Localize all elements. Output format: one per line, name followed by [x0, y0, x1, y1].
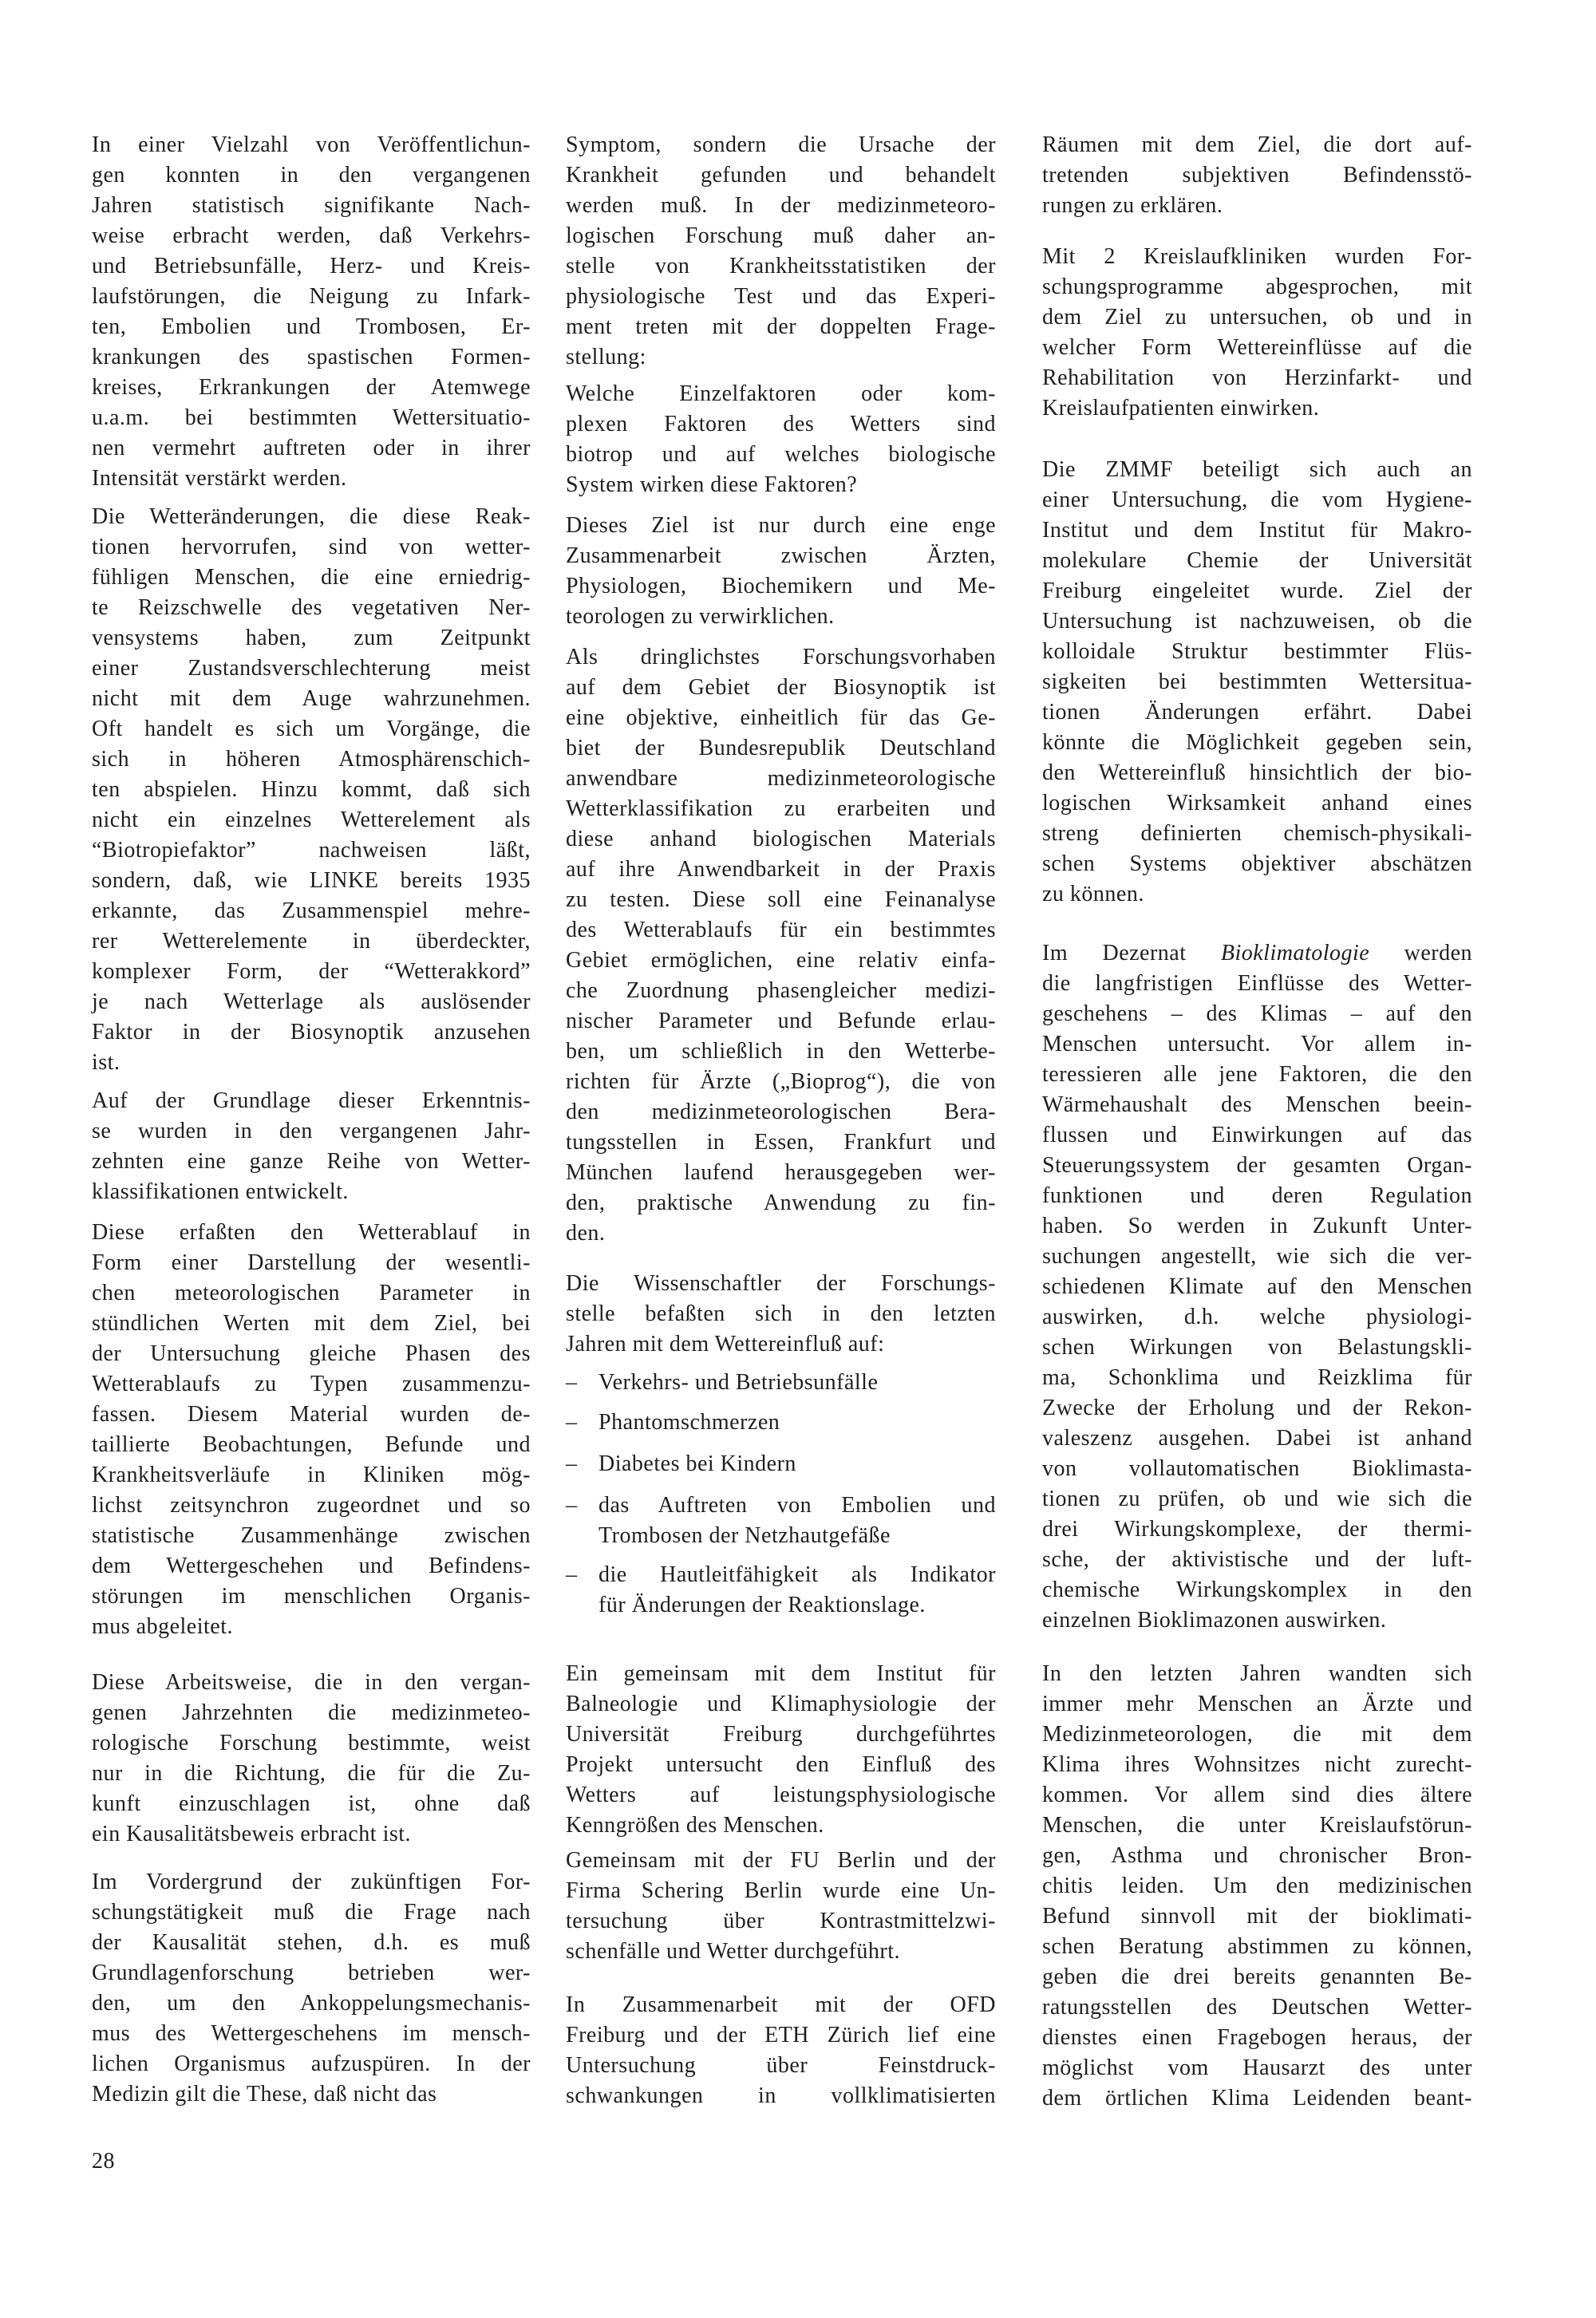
text-line: schen Beratung abstimmen zu können,: [1042, 1934, 1472, 1959]
text-line: Klima ihres Wohnsitzes nicht zurecht-: [1042, 1752, 1472, 1777]
text-line: auswirken, d.h. welche physiologi-: [1042, 1305, 1472, 1329]
text-line: Die Wissenschaftler der Forschungs-: [566, 1271, 996, 1296]
text-line: rungen zu erklären.: [1042, 193, 1223, 218]
text-line: kolloidale Struktur bestimmter Flüs-: [1042, 639, 1472, 664]
text-line: Dieses Ziel ist nur durch eine enge: [566, 513, 996, 538]
paragraph: [566, 1269, 996, 1360]
text-line: erkannte, das Zusammenspiel mehre-: [92, 898, 531, 923]
text-line: ist.: [92, 1050, 120, 1075]
text-line: schungsprogramme abgesprochen, mit: [1042, 274, 1472, 299]
paragraph: [92, 502, 531, 1078]
text-line: “Biotropiefaktor” nachweisen läßt,: [92, 838, 531, 863]
text-line: lichst zeitsynchron zugeordnet und so: [92, 1493, 531, 1518]
text-line: suchungen angestellt, wie sich die ver-: [1042, 1244, 1472, 1269]
text-line: welcher Form Wettereinflüsse auf die: [1042, 335, 1472, 360]
text-line: Firma Schering Berlin wurde eine Un-: [566, 1878, 996, 1903]
paragraph: [1042, 938, 1472, 1636]
text-line: zehnten eine ganze Reihe von Wetter-: [92, 1149, 531, 1174]
text-line: Projekt untersucht den Einfluß des: [566, 1752, 996, 1777]
text-segment: Im Dezernat: [1042, 941, 1221, 966]
text-line: In den letzten Jahren wandten sich: [1042, 1661, 1472, 1686]
text-line: molekulare Chemie der Universität: [1042, 548, 1472, 573]
list-dash-icon: –: [566, 1410, 578, 1435]
text-line: In einer Vielzahl von Veröffentlichun-: [92, 132, 531, 157]
text-line: geschehens – des Klimas – auf den: [1042, 1001, 1472, 1026]
paragraph: [92, 1086, 531, 1207]
list-item-text: [598, 1491, 996, 1551]
text-line: dienstes einen Fragebogen heraus, der: [1042, 2025, 1472, 2050]
text-line: sche, der aktivistische und der luft-: [1042, 1547, 1472, 1572]
text-line: auf dem Gebiet der Biosynoptik ist: [566, 675, 996, 700]
text-line: ben, um schließlich in den Wetterbe-: [566, 1039, 996, 1064]
text-line: rologische Forschung bestimmte, weist: [92, 1731, 531, 1755]
text-line: System wirken diese Faktoren?: [566, 472, 858, 497]
text-line: der Kausalität stehen, d.h. es muß: [92, 1930, 531, 1955]
text-line: dem örtlichen Klima Leidenden beant-: [1042, 2086, 1472, 2111]
text-line: Rehabilitation von Herzinfarkt- und: [1042, 365, 1472, 390]
text-line: nicht mit dem Auge wahrzunehmen.: [92, 686, 531, 711]
text-line: möglichst vom Hausarzt des unter: [1042, 2055, 1472, 2080]
text-line: dem Wettergeschehen und Befindens-: [92, 1554, 531, 1578]
text-line: stelle von Krankheitsstatistiken der: [566, 254, 996, 278]
paragraph: [1042, 1659, 1472, 2114]
text-line: drei Wirkungskomplexe, der thermi-: [1042, 1517, 1472, 1542]
text-line: streng definierten chemisch-physikali-: [1042, 821, 1472, 846]
text-line: physiologische Test und das Experi-: [566, 284, 996, 309]
text-line: tionen Änderungen erfährt. Dabei: [1042, 700, 1472, 725]
text-line: schungstätigkeit muß die Frage nach: [92, 1900, 531, 1925]
text-line: biotrop und auf welches biologische: [566, 442, 996, 467]
text-line: fühligen Menschen, die eine erniedrig-: [92, 565, 531, 590]
text-line: Räumen mit dem Ziel, die dort auf-: [1042, 132, 1472, 157]
text-line: Mit 2 Kreislaufkliniken wurden For-: [1042, 244, 1472, 269]
text-line: des Wetterablaufs für ein bestimmtes: [566, 918, 996, 942]
text-line: schiedenen Klimate auf den Menschen: [1042, 1274, 1472, 1299]
text-line: sondern, daß, wie LINKE bereits 1935: [92, 868, 531, 893]
text-line: haben. So werden in Zukunft Unter-: [1042, 1214, 1472, 1238]
text-line: Diabetes bei Kindern: [598, 1451, 796, 1476]
text-line: Auf der Grundlage dieser Erkenntnis-: [92, 1088, 531, 1113]
text-line: Medizin gilt die These, daß nicht das: [92, 2082, 437, 2107]
text-line: tretenden subjektiven Befindensstö-: [1042, 163, 1472, 188]
text-line: mus abgeleitet.: [92, 1614, 234, 1639]
text-line: Menschen untersucht. Vor allem in-: [1042, 1032, 1472, 1056]
text-line: In Zusammenarbeit mit der OFD: [566, 1992, 996, 2017]
text-line: schen Systems objektiver abschätzen: [1042, 851, 1472, 876]
text-line: kommen. Vor allem sind dies ältere: [1042, 1783, 1472, 1807]
text-line: diese anhand biologischen Materials: [566, 827, 996, 851]
text-line: Freiburg eingeleitet wurde. Ziel der: [1042, 579, 1472, 603]
text-line: Steuerungssystem der gesamten Organ-: [1042, 1153, 1472, 1178]
text-line: Untersuchung ist nachzuweisen, ob die: [1042, 609, 1472, 634]
paragraph: [566, 1659, 996, 1841]
paragraph: [566, 511, 996, 632]
text-line: Faktor in der Biosynoptik anzusehen: [92, 1020, 531, 1044]
text-line: nischer Parameter und Befunde erlau-: [566, 1009, 996, 1033]
text-line: Trombosen der Netzhautgefäße: [598, 1523, 891, 1548]
text-line: funktionen und deren Regulation: [1042, 1183, 1472, 1208]
text-line: Als dringlichstes Forschungsvorhaben: [566, 645, 996, 669]
text-line: laufstörungen, die Neigung zu Infark-: [92, 284, 531, 309]
text-line: Wetterklassifikation zu erarbeiten und: [566, 796, 996, 821]
text-line: schwankungen in vollklimatisierten: [566, 2083, 996, 2108]
text-line: Welche Einzelfaktoren oder kom-: [566, 381, 996, 406]
text-line: Physiologen, Biochemikern und Me-: [566, 574, 996, 598]
text-line: zu können.: [1042, 882, 1144, 906]
paragraph: [92, 1218, 531, 1642]
text-line: Gemeinsam mit der FU Berlin und der: [566, 1848, 996, 1873]
text-line: könnte die Möglichkeit gegeben sein,: [1042, 730, 1472, 755]
paragraph: [566, 379, 996, 500]
text-line: u.a.m. bei bestimmten Wettersituatio-: [92, 405, 531, 430]
paragraph: [1042, 130, 1472, 221]
text-line: mus des Wettergeschehens im mensch-: [92, 2021, 531, 2046]
text-line: Menschen, die unter Kreislaufstörun-: [1042, 1813, 1472, 1838]
paragraph: [92, 130, 531, 494]
text-line: gen, Asthma und chronischer Bron-: [1042, 1843, 1472, 1868]
text-line: einer Zustandsverschlechterung meist: [92, 656, 531, 681]
text-line: Oft handelt es sich um Vorgänge, die: [92, 717, 531, 741]
text-line: Kreislaufpatienten einwirken.: [1042, 396, 1320, 421]
paragraph: [92, 1668, 531, 1850]
text-line: taillierte Beobachtungen, Befunde und: [92, 1432, 531, 1457]
text-line: logischen Wirksamkeit anhand eines: [1042, 791, 1472, 815]
text-line: der Untersuchung gleiche Phasen des: [92, 1341, 531, 1366]
text-line: für Änderungen der Reaktionslage.: [598, 1593, 926, 1617]
text-line: Wetters auf leistungsphysiologische: [566, 1783, 996, 1807]
list-dash-icon: –: [566, 1370, 578, 1395]
text-line: die Hautleitfähigkeit als Indikator: [598, 1562, 996, 1587]
text-line: ten, Embolien und Trombosen, Er-: [92, 314, 531, 339]
text-line: Diese erfaßten den Wetterablauf in: [92, 1220, 531, 1245]
paragraph: [566, 130, 996, 373]
text-line: Diese Arbeitsweise, die in den vergan-: [92, 1670, 531, 1695]
text-line: Untersuchung über Feinstdruck-: [566, 2053, 996, 2078]
text-line: das Auftreten von Embolien und: [598, 1493, 996, 1518]
text-line: ein Kausalitätsbeweis erbracht ist.: [92, 1822, 412, 1846]
text-line: nur in die Richtung, die für die Zu-: [92, 1761, 531, 1786]
text-line: teorologen zu verwirklichen.: [566, 604, 835, 629]
text-line: vensystems haben, zum Zeitpunkt: [92, 626, 531, 650]
text-line: Symptom, sondern die Ursache der: [566, 132, 996, 157]
text-line: Institut und dem Institut für Makro-: [1042, 518, 1472, 543]
text-line: logischen Forschung muß daher an-: [566, 223, 996, 248]
text-line: se wurden in den vergangenen Jahr-: [92, 1119, 531, 1143]
paragraph: [566, 1846, 996, 1967]
list-dash-icon: –: [566, 1562, 578, 1587]
text-line: schen Wirkungen von Belastungskli-: [1042, 1335, 1472, 1360]
text-line: Verkehrs- und Betriebsunfälle: [598, 1370, 879, 1395]
text-line: tionen zu prüfen, ob und wie sich die: [1042, 1487, 1472, 1511]
text-line: Die Wetteränderungen, die diese Reak-: [92, 504, 531, 529]
text-line: sich in höheren Atmosphärenschich-: [92, 747, 531, 772]
text-line: Form einer Darstellung der wesentli-: [92, 1250, 531, 1275]
text-line: Grundlagenforschung betrieben wer-: [92, 1961, 531, 1985]
text-line: rer Wetterelemente in überdeckter,: [92, 929, 531, 954]
text-line: Krankheit gefunden und behandelt: [566, 163, 996, 188]
text-line: Phantomschmerzen: [598, 1410, 780, 1435]
text-line: weise erbracht werden, daß Verkehrs-: [92, 223, 531, 248]
text-line: chemische Wirkungskomplex in den: [1042, 1578, 1472, 1602]
text-line: Jahren statistisch signifikante Nach-: [92, 193, 531, 218]
text-line: den.: [566, 1221, 606, 1246]
text-line: schenfälle und Wetter durchgeführt.: [566, 1939, 901, 1964]
text-line: einer Untersuchung, die vom Hygiene-: [1042, 488, 1472, 512]
text-line: je nach Wetterlage als auslösender: [92, 989, 531, 1014]
list-item-text: [598, 1408, 996, 1438]
text-line: zu testen. Diese soll eine Feinanalyse: [566, 887, 996, 912]
text-line: den, praktische Anwendung zu fin-: [566, 1191, 996, 1215]
text-line: Krankheitsverläufe in Kliniken mög-: [92, 1463, 531, 1487]
list-dash-icon: –: [566, 1493, 578, 1518]
text-line: sigkeiten bei bestimmten Wettersitua-: [1042, 669, 1472, 694]
text-line: ma, Schonklima und Reizklima für: [1042, 1365, 1472, 1390]
text-line: klassifikationen entwickelt.: [92, 1179, 349, 1204]
text-line: chitis leiden. Um den medizinischen: [1042, 1874, 1472, 1898]
text-line: ten abspielen. Hinzu kommt, daß sich: [92, 777, 531, 802]
paragraph: [92, 1867, 531, 2110]
text-line: [1042, 938, 1472, 969]
paragraph: [566, 642, 996, 1249]
text-line: einzelnen Bioklimazonen auswirken.: [1042, 1608, 1387, 1633]
text-line: nicht ein einzelnes Wetterelement als: [92, 808, 531, 832]
text-line: Die ZMMF beteiligt sich auch an: [1042, 457, 1472, 482]
text-line: tungsstellen in Essen, Frankfurt und: [566, 1130, 996, 1155]
text-segment: werden: [1369, 941, 1472, 966]
text-line: plexen Faktoren des Wetters sind: [566, 412, 996, 436]
text-line: Wärmehaushalt des Menschen beein-: [1042, 1092, 1472, 1117]
text-line: Im Vordergrund der zukünftigen For-: [92, 1870, 531, 1894]
text-line: statistische Zusammenhänge zwischen: [92, 1523, 531, 1548]
text-line: Medizinmeteorologen, die mit dem: [1042, 1722, 1472, 1747]
text-line: che Zuordnung phasengleicher medizi-: [566, 978, 996, 1003]
text-line: stelle befaßten sich in den letzten: [566, 1301, 996, 1326]
text-line: München laufend herausgegeben wer-: [566, 1160, 996, 1185]
text-line: gen konnten in den vergangenen: [92, 163, 531, 188]
text-line: anwendbare medizinmeteorologische: [566, 766, 996, 791]
list-dash-icon: –: [566, 1451, 578, 1476]
text-line: werden muß. In der medizinmeteoro-: [566, 193, 996, 218]
text-line: te Reizschwelle des vegetativen Ner-: [92, 595, 531, 620]
text-line: Gebiet ermöglichen, eine relativ einfa-: [566, 948, 996, 973]
text-line: eine objektive, einheitlich für das Ge-: [566, 705, 996, 730]
text-line: kreises, Erkrankungen der Atemwege: [92, 375, 531, 400]
text-line: Wetterablaufs zu Typen zusammenzu-: [92, 1372, 531, 1396]
text-line: Zusammenarbeit zwischen Ärzten,: [566, 543, 996, 568]
text-line: die langfristigen Einflüsse des Wetter-: [1042, 971, 1472, 996]
text-line: Kenngrößen des Menschen.: [566, 1813, 824, 1838]
text-line: Zwecke der Erholung und der Rekon-: [1042, 1396, 1472, 1420]
text-line: den medizinmeteorologischen Bera-: [566, 1100, 996, 1124]
text-line: den, um den Ankoppelungsmechanis-: [92, 1991, 531, 2016]
text-line: nen vermehrt auftreten oder in ihrer: [92, 436, 531, 460]
text-line: Freiburg und der ETH Zürich lief eine: [566, 2023, 996, 2048]
text-line: immer mehr Menschen an Ärzte und: [1042, 1692, 1472, 1716]
text-line: Jahren mit dem Wettereinfluß auf:: [566, 1332, 885, 1356]
text-line: stündlichen Werten mit dem Ziel, bei: [92, 1311, 531, 1336]
text-line: lichen Organismus aufzuspüren. In der: [92, 2051, 531, 2076]
text-line: komplexer Form, der “Wetterakkord”: [92, 959, 531, 984]
paragraph: [1042, 455, 1472, 910]
italic-term: Bioklimatologie: [1220, 941, 1370, 966]
text-line: fassen. Diesem Material wurden de-: [92, 1402, 531, 1427]
text-line: und Betriebsunfälle, Herz- und Kreis-: [92, 254, 531, 278]
text-line: Befund sinnvoll mit der bioklimati-: [1042, 1904, 1472, 1929]
text-line: krankungen des spastischen Formen-: [92, 345, 531, 369]
text-line: ment treten mit der doppelten Frage-: [566, 314, 996, 339]
text-line: Universität Freiburg durchgeführtes: [566, 1722, 996, 1747]
text-line: tersuchung über Kontrastmittelzwi-: [566, 1909, 996, 1933]
text-line: kunft einzuschlagen ist, ohne daß: [92, 1791, 531, 1816]
text-line: Intensität verstärkt werden.: [92, 466, 347, 491]
text-line: teressieren alle jene Faktoren, die den: [1042, 1062, 1472, 1087]
text-line: biet der Bundesrepublik Deutschland: [566, 736, 996, 760]
text-line: dem Ziel zu untersuchen, ob und in: [1042, 305, 1472, 330]
text-line: stellung:: [566, 345, 646, 369]
text-line: tionen hervorrufen, sind von wetter-: [92, 535, 531, 559]
page-number: 28: [92, 2149, 115, 2174]
text-line: den Wettereinfluß hinsichtlich der bio-: [1042, 760, 1472, 785]
text-line: genen Jahrzehnten die medizinmeteo-: [92, 1700, 531, 1725]
text-line: Balneologie und Klimaphysiologie der: [566, 1692, 996, 1716]
text-line: chen meteorologischen Parameter in: [92, 1281, 531, 1305]
text-line: valeszenz ausgehen. Dabei ist anhand: [1042, 1426, 1472, 1451]
paragraph: [1042, 242, 1472, 424]
text-line: flussen und Einwirkungen auf das: [1042, 1123, 1472, 1147]
list-item-text: [598, 1560, 996, 1621]
text-line: Ein gemeinsam mit dem Institut für: [566, 1661, 996, 1686]
list-item-text: [598, 1449, 996, 1479]
text-line: auf ihre Anwendbarkeit in der Praxis: [566, 857, 996, 882]
paragraph: [566, 1990, 996, 2111]
text-line: geben die drei bereits genannten Be-: [1042, 1965, 1472, 1989]
text-line: ratungsstellen des Deutschen Wetter-: [1042, 1995, 1472, 2020]
text-line: richten für Ärzte („Bioprog“), die von: [566, 1069, 996, 1094]
list-item-text: [598, 1368, 996, 1398]
text-line: von vollautomatischen Bioklimasta-: [1042, 1456, 1472, 1481]
text-line: störungen im menschlichen Organis-: [92, 1584, 531, 1609]
